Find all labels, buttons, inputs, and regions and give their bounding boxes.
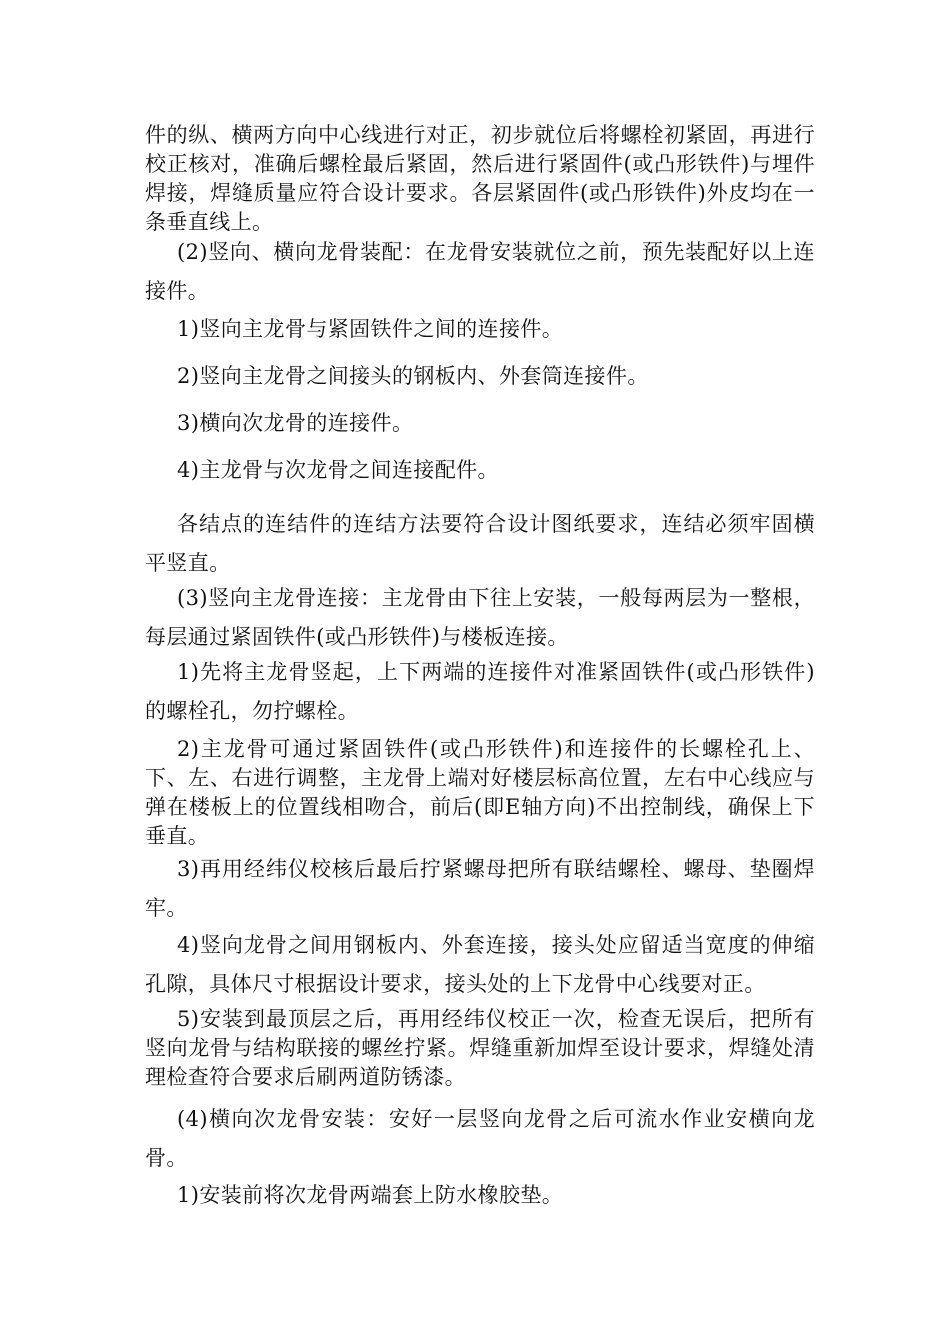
paragraph-step-2-item-3: 3)横向次龙骨的连接件。 <box>177 411 414 435</box>
paragraph-step-2-item-2: 2)竖向主龙骨之间接头的钢板内、外套筒连接件。 <box>177 364 649 388</box>
paragraph-continuation: 件的纵、横两方向中心线进行对正，初步就位后将螺栓初紧固，再进行校正核对，准确后螺栓最后紧固，然后进行紧固件(或凸形铁件)与埋件焊接，焊缝质量应符合设计要求。各层紧固件(或凸形铁件)外皮均在一条垂直线上。 <box>145 123 815 234</box>
paragraph-step-3-item-3: 3)再用经纬仪校核后最后拧紧螺母把所有联结螺栓、螺母、垫圈焊牢。 <box>145 857 815 920</box>
paragraph-joint-method: 各结点的连结件的连结方法要符合设计图纸要求，连结必须牢固横平竖直。 <box>145 512 815 575</box>
paragraph-step-3-item-5: 5)安装到最顶层之后，再用经纬仪校正一次，检查无误后，把所有竖向龙骨与结构联接的螺丝拧紧。焊缝重新加焊至设计要求，焊缝处清理检查符合要求后刷两道防锈漆。 <box>145 1007 815 1089</box>
paragraph-step-4-item-1: 1)安装前将次龙骨两端套上防水橡胶垫。 <box>177 1183 564 1207</box>
paragraph-step-4: (4)横向次龙骨安装：安好一层竖向龙骨之后可流水作业安横向龙骨。 <box>145 1107 815 1170</box>
paragraph-step-2-item-1: 1)竖向主龙骨与紧固铁件之间的连接件。 <box>177 317 564 341</box>
paragraph-step-2: (2)竖向、横向龙骨装配：在龙骨安装就位之前，预先装配好以上连接件。 <box>145 240 815 303</box>
paragraph-step-2-item-4: 4)主龙骨与次龙骨之间连接配件。 <box>177 458 499 482</box>
paragraph-step-3-item-1: 1)先将主龙骨竖起，上下两端的连接件对准紧固铁件(或凸形铁件)的螺栓孔，勿拧螺栓。 <box>145 660 815 723</box>
paragraph-step-3: (3)竖向主龙骨连接：主龙骨由下往上安装，一般每两层为一整根，每层通过紧固铁件(或凸形铁件)与楼板连接。 <box>145 586 815 649</box>
paragraph-step-3-item-4: 4)竖向龙骨之间用钢板内、外套连接，接头处应留适当宽度的伸缩孔隙，具体尺寸根据设计要求，接头处的上下龙骨中心线要对正。 <box>145 933 815 996</box>
paragraph-step-3-item-2: 2)主龙骨可通过紧固铁件(或凸形铁件)和连接件的长螺栓孔上、下、左、右进行调整，主龙骨上端对好楼层标高位置，左右中心线应与弹在楼板上的位置线相吻合，前后(即E轴方向)不出控制线，确保上下垂直。 <box>145 737 815 848</box>
